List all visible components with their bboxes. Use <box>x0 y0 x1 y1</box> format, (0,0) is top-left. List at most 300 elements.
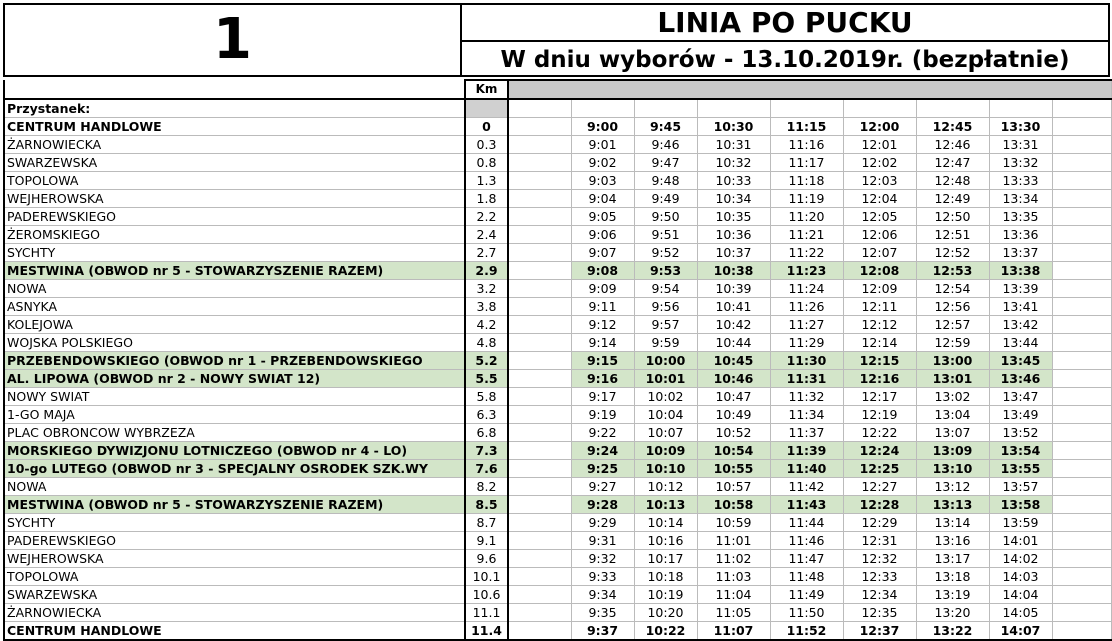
stop-km: 10.1 <box>465 568 508 586</box>
departure-time: 13:01 <box>916 370 989 388</box>
table-row <box>4 478 1111 496</box>
departure-time: 9:52 <box>634 244 697 262</box>
departure-time: 13:37 <box>989 244 1052 262</box>
stop-km: 6.3 <box>465 406 508 424</box>
departure-time: 10:32 <box>697 154 770 172</box>
departure-time: 12:49 <box>916 190 989 208</box>
table-row <box>4 298 1111 316</box>
departure-time: 12:51 <box>916 226 989 244</box>
departure-time: 9:34 <box>571 586 634 604</box>
gap-cell <box>508 208 571 226</box>
table-row <box>4 262 1111 280</box>
departure-time: 12:59 <box>916 334 989 352</box>
time-header-cell <box>770 99 843 118</box>
gap-cell <box>508 370 571 388</box>
gap-cell <box>508 136 571 154</box>
departure-time: 9:49 <box>634 190 697 208</box>
departure-time: 13:58 <box>989 496 1052 514</box>
stop-km: 2.4 <box>465 226 508 244</box>
stop-name: SWARZEWSKA <box>4 586 465 604</box>
departure-time: 11:26 <box>770 298 843 316</box>
departure-time: 10:10 <box>634 460 697 478</box>
departure-time: 10:20 <box>634 604 697 622</box>
departure-time: 13:07 <box>916 424 989 442</box>
tail-cell <box>1052 460 1111 478</box>
table-row <box>4 586 1111 604</box>
departure-time: 12:33 <box>843 568 916 586</box>
tail-cell <box>1052 406 1111 424</box>
departure-time: 11:32 <box>770 388 843 406</box>
departure-time: 11:19 <box>770 190 843 208</box>
table-row <box>4 442 1111 460</box>
gap-cell <box>508 244 571 262</box>
departure-time: 9:01 <box>571 136 634 154</box>
departure-time: 10:52 <box>697 424 770 442</box>
departure-time: 13:41 <box>989 298 1052 316</box>
departure-time: 12:34 <box>843 586 916 604</box>
departure-time: 11:16 <box>770 136 843 154</box>
table-row <box>4 514 1111 532</box>
stop-name: NOWY SWIAT <box>4 388 465 406</box>
stop-km: 10.6 <box>465 586 508 604</box>
departure-time: 13:52 <box>989 424 1052 442</box>
stop-name: PADEREWSKIEGO <box>4 208 465 226</box>
departure-time: 10:57 <box>697 478 770 496</box>
gap-cell <box>508 316 571 334</box>
departure-time: 9:31 <box>571 532 634 550</box>
stop-km: 4.2 <box>465 316 508 334</box>
stop-km: 3.2 <box>465 280 508 298</box>
departure-time: 12:08 <box>843 262 916 280</box>
tail-cell <box>1052 226 1111 244</box>
header-band <box>508 80 1111 99</box>
departure-time: 13:04 <box>916 406 989 424</box>
stop-km: 11.1 <box>465 604 508 622</box>
departure-time: 12:01 <box>843 136 916 154</box>
departure-time: 12:27 <box>843 478 916 496</box>
table-row <box>4 118 1111 136</box>
stop-km: 1.3 <box>465 172 508 190</box>
departure-time: 11:47 <box>770 550 843 568</box>
departure-time: 11:04 <box>697 586 770 604</box>
stop-name: SYCHTY <box>4 244 465 262</box>
stop-name: MORSKIEGO DYWIZJONU LOTNICZEGO (OBWOD nr 4 - LO) <box>4 442 465 460</box>
stop-km: 2.7 <box>465 244 508 262</box>
departure-time: 9:29 <box>571 514 634 532</box>
departure-time: 10:01 <box>634 370 697 388</box>
departure-time: 12:46 <box>916 136 989 154</box>
stop-km: 5.2 <box>465 352 508 370</box>
time-header-cell <box>634 99 697 118</box>
departure-time: 12:16 <box>843 370 916 388</box>
tail-cell <box>1052 478 1111 496</box>
departure-time: 9:32 <box>571 550 634 568</box>
stop-name: PLAC OBRONCOW WYBRZEZA <box>4 424 465 442</box>
departure-time: 13:59 <box>989 514 1052 532</box>
time-header-cell <box>916 99 989 118</box>
stop-name: SYCHTY <box>4 514 465 532</box>
tail-cell <box>1052 550 1111 568</box>
departure-time: 9:25 <box>571 460 634 478</box>
table-row <box>4 280 1111 298</box>
stop-name: WEJHEROWSKA <box>4 190 465 208</box>
departure-time: 10:00 <box>634 352 697 370</box>
time-header-cell <box>989 99 1052 118</box>
departure-time: 9:53 <box>634 262 697 280</box>
table-row <box>4 532 1111 550</box>
departure-time: 11:05 <box>697 604 770 622</box>
tail-cell <box>1052 298 1111 316</box>
stop-name: TOPOLOWA <box>4 172 465 190</box>
gap-cell <box>508 424 571 442</box>
departure-time: 12:24 <box>843 442 916 460</box>
departure-time: 12:28 <box>843 496 916 514</box>
departure-time: 12:07 <box>843 244 916 262</box>
stop-name: MESTWINA (OBWOD nr 5 - STOWARZYSZENIE RAZEM) <box>4 262 465 280</box>
departure-time: 9:47 <box>634 154 697 172</box>
stops-header: Przystanek: <box>4 99 465 118</box>
departure-time: 13:57 <box>989 478 1052 496</box>
stop-name: AL. LIPOWA (OBWOD nr 2 - NOWY SWIAT 12) <box>4 370 465 388</box>
table-row <box>4 550 1111 568</box>
gap-cell <box>508 262 571 280</box>
table-row <box>4 334 1111 352</box>
stop-km: 6.8 <box>465 424 508 442</box>
departure-time: 12:29 <box>843 514 916 532</box>
stop-name: CENTRUM HANDLOWE <box>4 622 465 641</box>
departure-time: 13:42 <box>989 316 1052 334</box>
stop-name: 10-go LUTEGO (OBWOD nr 3 - SPECJALNY OSRODEK SZK.WY <box>4 460 465 478</box>
departure-time: 12:31 <box>843 532 916 550</box>
stop-km: 7.6 <box>465 460 508 478</box>
departure-time: 13:19 <box>916 586 989 604</box>
departure-time: 12:57 <box>916 316 989 334</box>
tail-cell <box>1052 352 1111 370</box>
departure-time: 13:44 <box>989 334 1052 352</box>
departure-time: 9:35 <box>571 604 634 622</box>
departure-time: 14:02 <box>989 550 1052 568</box>
table-row <box>4 172 1111 190</box>
stop-km: 5.8 <box>465 388 508 406</box>
departure-time: 13:49 <box>989 406 1052 424</box>
departure-time: 10:14 <box>634 514 697 532</box>
table-row <box>4 496 1111 514</box>
departure-time: 10:09 <box>634 442 697 460</box>
departure-time: 13:30 <box>989 118 1052 136</box>
departure-time: 10:54 <box>697 442 770 460</box>
departure-time: 11:43 <box>770 496 843 514</box>
departure-time: 9:15 <box>571 352 634 370</box>
tail-cell <box>1052 99 1111 118</box>
departure-time: 11:01 <box>697 532 770 550</box>
departure-time: 10:18 <box>634 568 697 586</box>
departure-time: 11:22 <box>770 244 843 262</box>
table-row <box>4 568 1111 586</box>
tail-cell <box>1052 154 1111 172</box>
departure-time: 13:47 <box>989 388 1052 406</box>
gap-cell <box>508 442 571 460</box>
tail-cell <box>1052 586 1111 604</box>
table-row <box>4 136 1111 154</box>
time-header-cell <box>571 99 634 118</box>
departure-time: 10:42 <box>697 316 770 334</box>
departure-time: 13:13 <box>916 496 989 514</box>
departure-time: 10:12 <box>634 478 697 496</box>
table-row <box>4 622 1111 641</box>
stop-km: 8.2 <box>465 478 508 496</box>
departure-time: 12:50 <box>916 208 989 226</box>
tail-cell <box>1052 280 1111 298</box>
stop-name: ŻARNOWIECKA <box>4 604 465 622</box>
departure-time: 11:52 <box>770 622 843 641</box>
gap-cell <box>508 280 571 298</box>
km-header-cell <box>465 99 508 118</box>
departure-time: 11:21 <box>770 226 843 244</box>
departure-time: 9:48 <box>634 172 697 190</box>
departure-time: 10:36 <box>697 226 770 244</box>
departure-time: 12:48 <box>916 172 989 190</box>
departure-time: 13:02 <box>916 388 989 406</box>
departure-time: 9:02 <box>571 154 634 172</box>
table-row <box>4 406 1111 424</box>
gap-cell <box>508 496 571 514</box>
departure-time: 12:04 <box>843 190 916 208</box>
departure-time: 12:54 <box>916 280 989 298</box>
departure-time: 11:31 <box>770 370 843 388</box>
departure-time: 12:15 <box>843 352 916 370</box>
departure-time: 10:35 <box>697 208 770 226</box>
table-row <box>4 604 1111 622</box>
gap-cell <box>508 406 571 424</box>
departure-time: 9:45 <box>634 118 697 136</box>
departure-time: 12:12 <box>843 316 916 334</box>
gap-cell <box>508 622 571 641</box>
tail-cell <box>1052 622 1111 641</box>
departure-time: 9:09 <box>571 280 634 298</box>
departure-time: 9:50 <box>634 208 697 226</box>
departure-time: 9:33 <box>571 568 634 586</box>
line-number: 1 <box>213 7 252 72</box>
departure-time: 10:44 <box>697 334 770 352</box>
stop-name: KOLEJOWA <box>4 316 465 334</box>
departure-time: 9:57 <box>634 316 697 334</box>
departure-time: 11:37 <box>770 424 843 442</box>
departure-time: 9:04 <box>571 190 634 208</box>
gap-cell <box>508 298 571 316</box>
departure-time: 12:02 <box>843 154 916 172</box>
departure-time: 10:38 <box>697 262 770 280</box>
gap-cell <box>508 334 571 352</box>
tail-cell <box>1052 136 1111 154</box>
departure-time: 12:17 <box>843 388 916 406</box>
departure-time: 11:39 <box>770 442 843 460</box>
departure-time: 13:36 <box>989 226 1052 244</box>
departure-time: 13:39 <box>989 280 1052 298</box>
gap-cell <box>508 172 571 190</box>
departure-time: 11:15 <box>770 118 843 136</box>
departure-time: 10:34 <box>697 190 770 208</box>
stop-km: 7.3 <box>465 442 508 460</box>
departure-time: 9:28 <box>571 496 634 514</box>
departure-time: 14:03 <box>989 568 1052 586</box>
table-row <box>4 424 1111 442</box>
departure-time: 10:58 <box>697 496 770 514</box>
departure-time: 12:05 <box>843 208 916 226</box>
table-row <box>4 226 1111 244</box>
departure-time: 12:09 <box>843 280 916 298</box>
gap-cell <box>508 99 571 118</box>
departure-time: 13:31 <box>989 136 1052 154</box>
departure-time: 10:59 <box>697 514 770 532</box>
departure-time: 14:01 <box>989 532 1052 550</box>
departure-time: 12:32 <box>843 550 916 568</box>
departure-time: 11:23 <box>770 262 843 280</box>
departure-time: 10:30 <box>697 118 770 136</box>
departure-time: 10:02 <box>634 388 697 406</box>
departure-time: 13:16 <box>916 532 989 550</box>
departure-time: 9:06 <box>571 226 634 244</box>
departure-time: 11:07 <box>697 622 770 641</box>
stop-name: NOWA <box>4 478 465 496</box>
stop-km: 8.5 <box>465 496 508 514</box>
stop-name: TOPOLOWA <box>4 568 465 586</box>
departure-time: 11:40 <box>770 460 843 478</box>
departure-time: 10:17 <box>634 550 697 568</box>
departure-time: 10:55 <box>697 460 770 478</box>
departure-time: 14:07 <box>989 622 1052 641</box>
departure-time: 13:46 <box>989 370 1052 388</box>
km-header: Km <box>465 80 508 99</box>
gap-cell <box>508 550 571 568</box>
departure-time: 13:22 <box>916 622 989 641</box>
tail-cell <box>1052 190 1111 208</box>
gap-cell <box>508 514 571 532</box>
tail-cell <box>1052 424 1111 442</box>
departure-time: 9:11 <box>571 298 634 316</box>
departure-time: 13:20 <box>916 604 989 622</box>
departure-time: 10:13 <box>634 496 697 514</box>
time-header-cell <box>697 99 770 118</box>
departure-time: 10:19 <box>634 586 697 604</box>
stop-km: 3.8 <box>465 298 508 316</box>
tail-cell <box>1052 496 1111 514</box>
departure-time: 11:42 <box>770 478 843 496</box>
gap-cell <box>508 568 571 586</box>
tail-cell <box>1052 370 1111 388</box>
stop-km: 1.8 <box>465 190 508 208</box>
stop-km: 0 <box>465 118 508 136</box>
departure-time: 10:22 <box>634 622 697 641</box>
stop-km: 0.3 <box>465 136 508 154</box>
page-title: LINIA PO PUCKU <box>462 5 1108 42</box>
departure-time: 9:56 <box>634 298 697 316</box>
stop-name: PRZEBENDOWSKIEGO (OBWOD nr 1 - PRZEBENDOWSKIEGO <box>4 352 465 370</box>
header-box <box>462 3 1110 77</box>
departure-time: 9:22 <box>571 424 634 442</box>
timetable <box>3 79 1112 641</box>
table-row <box>4 370 1111 388</box>
gap-cell <box>508 478 571 496</box>
stop-km: 4.8 <box>465 334 508 352</box>
table-row <box>4 244 1111 262</box>
table-row <box>4 154 1111 172</box>
departure-time: 12:53 <box>916 262 989 280</box>
departure-time: 11:30 <box>770 352 843 370</box>
gap-cell <box>508 532 571 550</box>
stop-name: WOJSKA POLSKIEGO <box>4 334 465 352</box>
gap-cell <box>508 604 571 622</box>
page-subtitle: W dniu wyborów - 13.10.2019r. (bezpłatnie) <box>500 46 1070 73</box>
departure-time: 13:32 <box>989 154 1052 172</box>
departure-time: 9:08 <box>571 262 634 280</box>
departure-time: 12:00 <box>843 118 916 136</box>
departure-time: 9:24 <box>571 442 634 460</box>
departure-time: 13:54 <box>989 442 1052 460</box>
departure-time: 11:50 <box>770 604 843 622</box>
stop-km: 11.4 <box>465 622 508 641</box>
departure-time: 12:06 <box>843 226 916 244</box>
departure-time: 11:02 <box>697 550 770 568</box>
departure-time: 11:46 <box>770 532 843 550</box>
departure-time: 9:54 <box>634 280 697 298</box>
departure-time: 11:27 <box>770 316 843 334</box>
departure-time: 12:45 <box>916 118 989 136</box>
departure-time: 9:16 <box>571 370 634 388</box>
departure-time: 13:38 <box>989 262 1052 280</box>
stop-km: 2.9 <box>465 262 508 280</box>
departure-time: 10:49 <box>697 406 770 424</box>
stop-name: SWARZEWSKA <box>4 154 465 172</box>
departure-time: 9:51 <box>634 226 697 244</box>
departure-time: 13:34 <box>989 190 1052 208</box>
stop-name: WEJHEROWSKA <box>4 550 465 568</box>
departure-time: 10:07 <box>634 424 697 442</box>
stop-name: ASNYKA <box>4 298 465 316</box>
departure-time: 9:12 <box>571 316 634 334</box>
stop-km: 0.8 <box>465 154 508 172</box>
departure-time: 12:19 <box>843 406 916 424</box>
departure-time: 11:03 <box>697 568 770 586</box>
departure-time: 10:31 <box>697 136 770 154</box>
departure-time: 11:24 <box>770 280 843 298</box>
departure-time: 11:17 <box>770 154 843 172</box>
departure-time: 9:19 <box>571 406 634 424</box>
stop-name: MESTWINA (OBWOD nr 5 - STOWARZYSZENIE RAZEM) <box>4 496 465 514</box>
departure-time: 12:52 <box>916 244 989 262</box>
departure-time: 13:45 <box>989 352 1052 370</box>
departure-time: 13:55 <box>989 460 1052 478</box>
tail-cell <box>1052 316 1111 334</box>
tail-cell <box>1052 532 1111 550</box>
departure-time: 11:44 <box>770 514 843 532</box>
gap-cell <box>508 388 571 406</box>
departure-time: 12:47 <box>916 154 989 172</box>
tail-cell <box>1052 604 1111 622</box>
tail-cell <box>1052 514 1111 532</box>
departure-time: 11:49 <box>770 586 843 604</box>
gap-cell <box>508 118 571 136</box>
gap-cell <box>508 154 571 172</box>
departure-time: 10:37 <box>697 244 770 262</box>
table-row <box>4 190 1111 208</box>
departure-time: 12:22 <box>843 424 916 442</box>
stops-header-row <box>4 99 1111 118</box>
stop-km: 9.1 <box>465 532 508 550</box>
stop-name: CENTRUM HANDLOWE <box>4 118 465 136</box>
departure-time: 9:17 <box>571 388 634 406</box>
time-header-cell <box>843 99 916 118</box>
departure-time: 13:00 <box>916 352 989 370</box>
